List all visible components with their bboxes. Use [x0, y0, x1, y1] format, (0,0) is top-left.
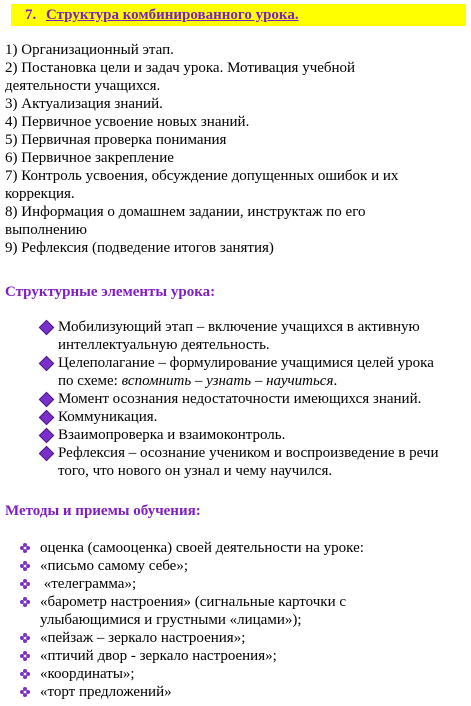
structural-element-item: Коммуникация. [40, 408, 470, 426]
flower-bullet-icon [20, 669, 30, 679]
flower-bullet-icon [20, 687, 30, 697]
stage-item: 1) Организационный этап. [5, 42, 174, 58]
diamond-bullet-icon [39, 410, 55, 426]
structural-element-item: Момент осознания недостаточности имеющихся знаний. [40, 390, 470, 408]
method-item: «пейзаж – зеркало настроения»; [18, 629, 468, 647]
method-item: «письмо самому себе»; [18, 557, 468, 575]
methods-list [18, 539, 468, 701]
stage-item: 6) Первичное закрепление [5, 150, 174, 166]
method-item: «птичий двор - зеркало настроения»; [18, 647, 468, 665]
method-item: «телеграмма»; [18, 575, 468, 593]
stage-item: 5) Первичная проверка понимания [5, 132, 227, 148]
flower-bullet-icon [20, 597, 30, 607]
structural-element-item: Целеполагание – формулирование учащимися целей урока по схеме: вспомнить – узнать – научиться. [40, 354, 470, 390]
diamond-bullet-icon [39, 356, 55, 372]
section-title [11, 4, 466, 26]
stage-item: 9) Рефлексия (подведение итогов занятия) [5, 240, 274, 256]
stage-item: 3) Актуализация знаний. [5, 96, 163, 112]
stage-item: 2) Постановка цели и задач урока. Мотивация учебной деятельности учащихся. [5, 60, 356, 94]
diamond-bullet-icon [39, 446, 55, 462]
stage-item: 8) Информация о домашнем задании, инструктаж по его выполнению [5, 204, 366, 238]
method-item: «барометр настроения» (сигнальные карточки с улыбающимися и грустными «лицами»); [18, 593, 468, 629]
structural-element-item: Взаимопроверка и взаимоконтроль. [40, 426, 470, 444]
methods-heading: Методы и приемы обучения: [5, 503, 201, 519]
flower-bullet-icon [20, 561, 30, 571]
method-item: «торт предложений» [18, 683, 468, 701]
method-item: оценка (самооценка) своей деятельности на уроке: [18, 539, 468, 557]
structural-element-item: Рефлексия – осознание учеником и воспроизведение в речи того, что нового он узнал и чему научился. [40, 444, 470, 480]
diamond-bullet-icon [39, 428, 55, 444]
flower-bullet-icon [20, 633, 30, 643]
flower-bullet-icon [20, 579, 30, 589]
stage-item: 7) Контроль усвоения, обсуждение допущенных ошибок и их коррекция. [5, 168, 399, 202]
structural-element-item: Мобилизующий этап – включение учащихся в активную интеллектуальную деятельность. [40, 318, 470, 354]
structural-elements-heading: Структурные элементы урока: [5, 284, 216, 300]
flower-bullet-icon [20, 651, 30, 661]
flower-bullet-icon [20, 543, 30, 553]
section-title-text: Структура комбинированного урока. [46, 7, 299, 23]
goal-scheme: вспомнить – узнать – научиться [121, 373, 334, 389]
method-item: «координаты»; [18, 665, 468, 683]
diamond-bullet-icon [39, 320, 55, 336]
stage-item: 4) Первичное усвоение новых знаний. [5, 114, 250, 130]
section-number: 7. [25, 7, 37, 23]
structural-elements-list [40, 318, 470, 480]
diamond-bullet-icon [39, 392, 55, 408]
lesson-stages-list [5, 41, 465, 257]
